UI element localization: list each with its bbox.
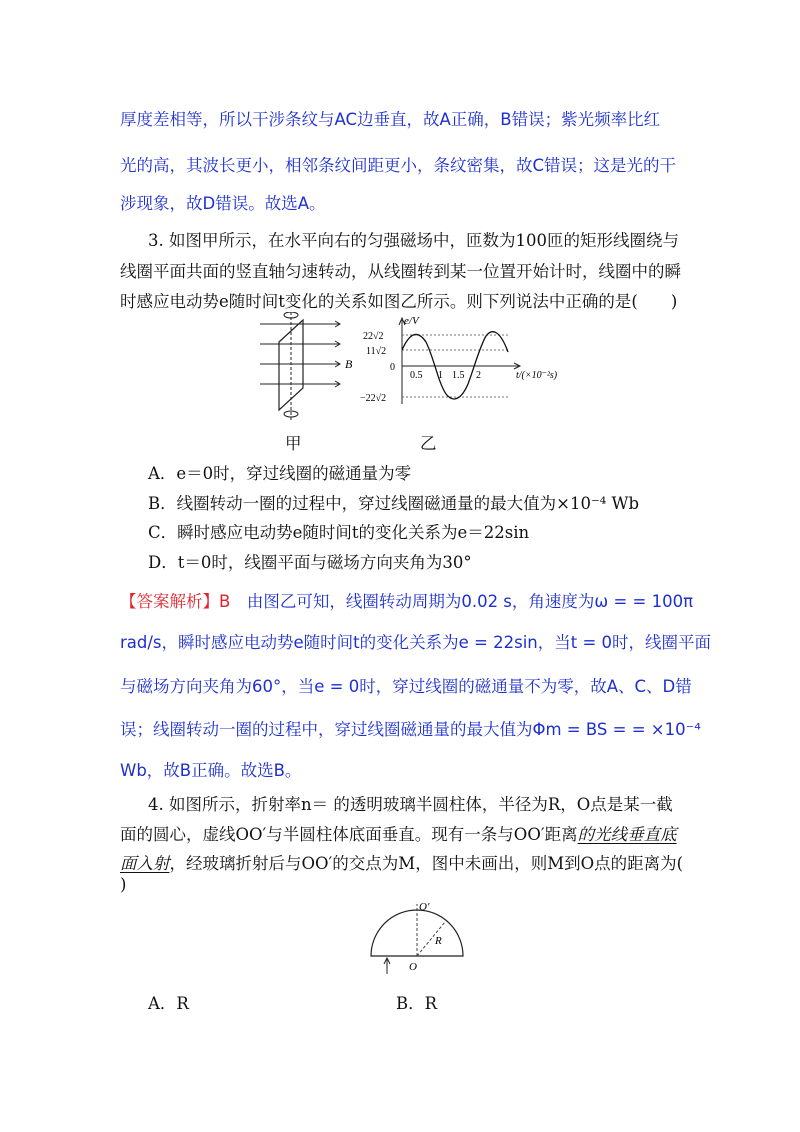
answer3-line-3: 与磁场方向夹角为60°，当e = 0时，穿过线圈的磁通量不为零，故A、C、D错: [120, 677, 692, 696]
graph-y-tick-half: 11√2: [366, 346, 387, 357]
explanation-line-3: 涉现象，故D错误。故选A。: [120, 194, 326, 213]
fig-label-o-prime: O′: [419, 901, 430, 913]
b-field-label: B: [345, 357, 353, 371]
graph-x-axis-label: t/(×10⁻²s): [516, 370, 558, 381]
q4-stem-line-4: ): [120, 875, 127, 894]
q4-underlined-phrase-a: 的光线垂直底: [577, 825, 677, 844]
explanation-line-2: 光的高，其波长更小，相邻条纹间距更小，条纹密集，故C错误；这是光的干: [120, 156, 677, 175]
figure-e-t-graph: [360, 312, 590, 412]
explanation-line-1: 厚度差相等，所以干涉条纹与AC边垂直，故A正确，B错误；紫光频率比红: [120, 110, 661, 129]
q4-stem-line-2-text: 面的圆心，虚线OO′与半圆柱体底面垂直。现有一条与OO′距离: [120, 825, 578, 844]
q3-stem-line-1: 3. 如图甲所示，在水平向右的匀强磁场中，匝数为100匝的矩形线圈绕与: [148, 231, 679, 250]
answer3-text-1: 由图乙可知，线圈转动周期为0.02 s，角速度为ω = = 100π: [246, 592, 694, 611]
graph-y-tick-max: 22√2: [363, 331, 384, 342]
q4-stem-line-1: 4. 如图所示，折射率n＝ 的透明玻璃半圆柱体，半径为R，O点是某一截: [148, 795, 673, 814]
q3-option-d: D．t＝0时，线圈平面与磁场方向夹角为30°: [148, 553, 472, 572]
figure-label-yi: 乙: [420, 434, 437, 453]
q4-stem-line-3-text: ，经玻璃折射后与OO′的交点为M，图中未画出，则M到O点的距离为(: [169, 854, 684, 873]
graph-y-tick-zero: 0: [390, 362, 395, 373]
q3-option-a: A．e＝0时，穿过线圈的磁通量为零: [148, 464, 412, 483]
q3-stem-line-3: 时感应电动势e随时间t变化的关系如图乙所示。则下列说法中正确的是( ): [120, 292, 678, 311]
q4-stem-line-3: [120, 850, 683, 874]
answer-letter: B: [219, 592, 231, 611]
fig-label-o: O: [409, 961, 417, 973]
graph-y-tick-min: −22√2: [360, 393, 387, 404]
q3-option-c: C．瞬时感应电动势e随时间t的变化关系为e＝22sin: [148, 523, 530, 542]
graph-x-tick-0-5: 0.5: [410, 370, 423, 381]
graph-x-tick-1-5: 1.5: [452, 370, 465, 381]
fig-label-r: R: [435, 935, 442, 947]
graph-x-tick-1: 1: [438, 370, 443, 381]
q4-option-b: B．R: [396, 994, 438, 1013]
q3-stem-line-2: 线圈平面共面的竖直轴匀速转动，从线圈转到某一位置开始计时，线圈中的瞬: [120, 262, 681, 281]
graph-y-axis-label: e/V: [404, 315, 419, 327]
q4-option-a: A．R: [148, 994, 189, 1013]
answer3-line-2: rad/s，瞬时感应电动势e随时间t的变化关系为e = 22sin，当t = 0时，线圈平面: [120, 633, 712, 652]
answer3-line-4: 误；线圈转动一圈的过程中，穿过线圈磁通量的最大值为Φm = BS = = ×10⁻⁴: [120, 720, 701, 739]
figure-semicircle: [365, 898, 470, 976]
graph-x-tick-2: 2: [476, 370, 481, 381]
figure-label-jia: 甲: [285, 434, 302, 453]
q3-option-b: B．线圈转动一圈的过程中，穿过线圈磁通量的最大值为×10⁻⁴ Wb: [148, 494, 640, 513]
q4-underlined-phrase-b: 面入射: [120, 854, 170, 873]
answer-tag: 【答案解析】: [120, 592, 219, 611]
figure-coil-diagram: [255, 312, 360, 422]
answer3-line-5: Wb，故B正确。故选B。: [120, 761, 302, 780]
answer3-line-1: [120, 588, 693, 612]
q4-stem-line-2: [120, 821, 677, 845]
